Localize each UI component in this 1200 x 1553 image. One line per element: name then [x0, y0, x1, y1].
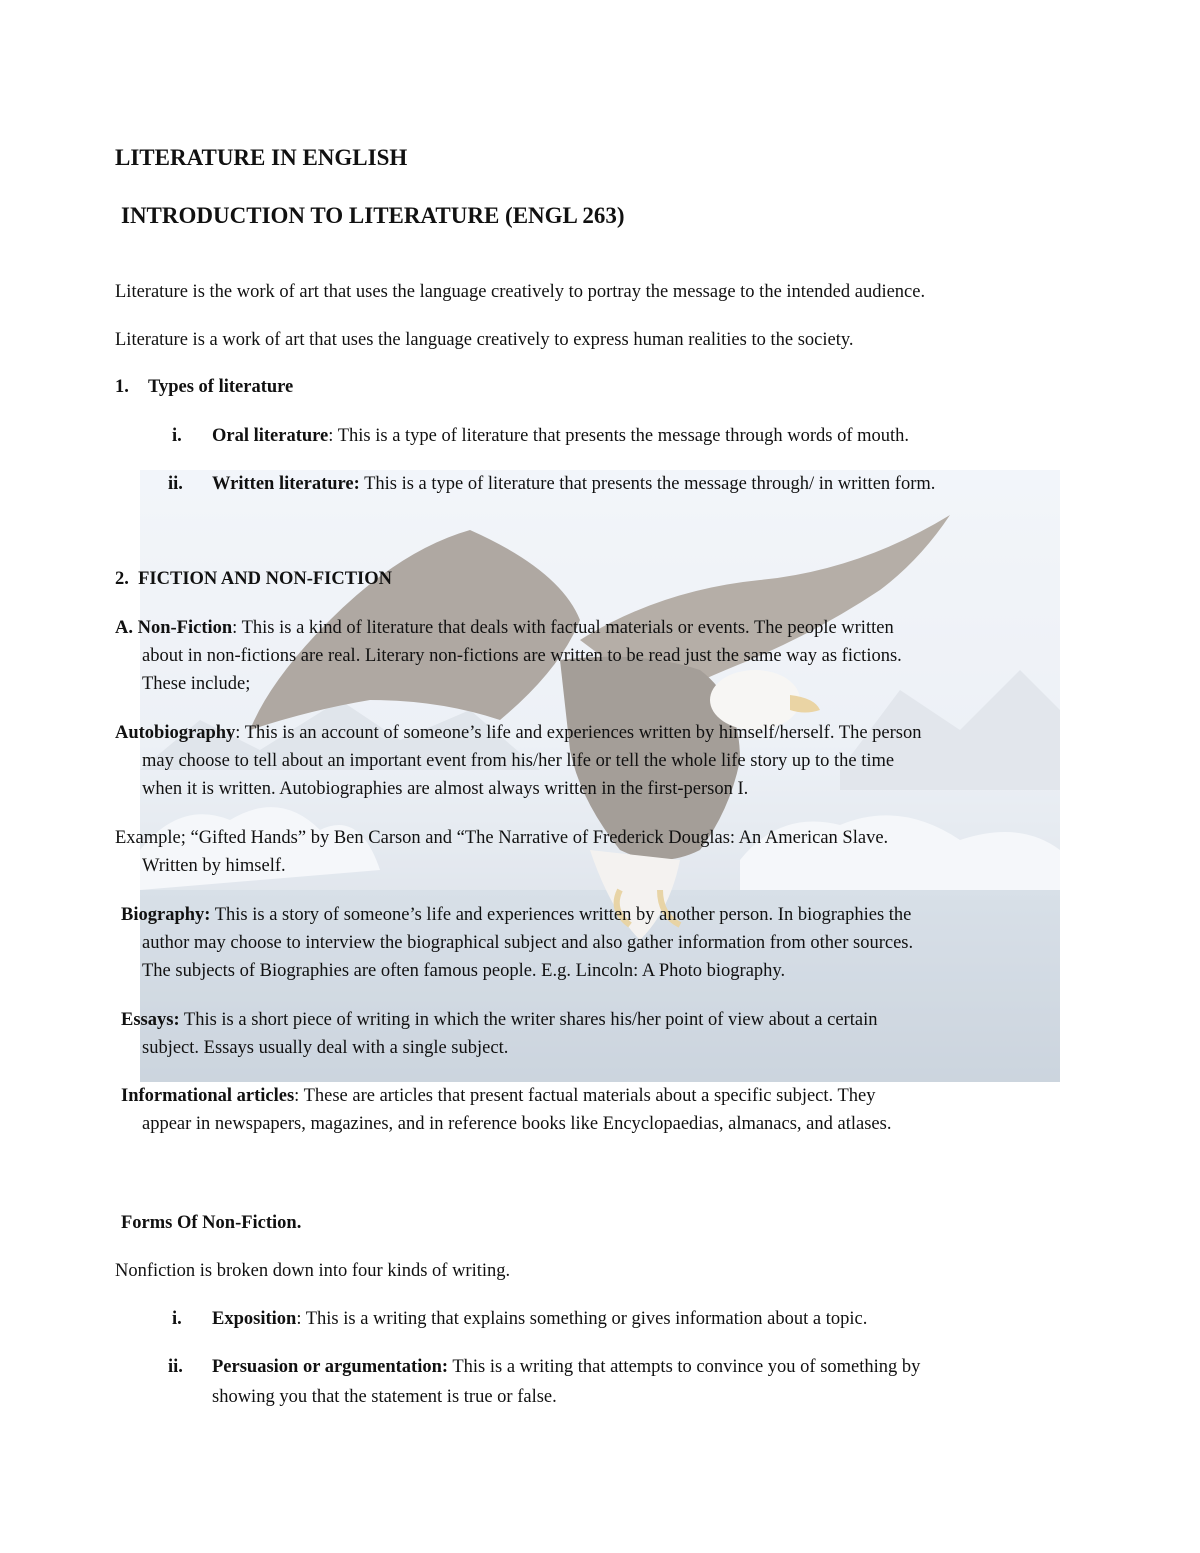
informational-articles-paragraph	[121, 1082, 1081, 1138]
term: Written literature:	[212, 474, 360, 494]
biography-paragraph	[121, 901, 1081, 985]
separator: :	[294, 1086, 300, 1106]
line: subject. Essays usually deal with a single subject.	[142, 1038, 509, 1058]
line: Written by himself.	[142, 856, 286, 876]
term: Oral literature	[212, 426, 329, 446]
line: author may choose to interview the biographical subject and also gather information from other sources.	[142, 933, 914, 953]
exposition-item	[212, 1305, 867, 1333]
term: Informational articles	[121, 1086, 295, 1106]
term: Persuasion or argumentation:	[212, 1357, 449, 1377]
document-title: LITERATURE IN ENGLISH	[115, 145, 408, 170]
term: Biography:	[121, 905, 211, 925]
list-marker: ii.	[168, 474, 183, 494]
oral-literature-item	[212, 422, 909, 450]
non-fiction-paragraph	[115, 614, 1075, 698]
item-text: This is a type of literature that presents the message through words of mouth.	[333, 426, 910, 446]
line: may choose to tell about an important event from his/her life or tell the whole life story up to the time	[142, 751, 895, 771]
persuasion-item-continued: showing you that the statement is true or false.	[212, 1387, 557, 1407]
separator: :	[232, 618, 238, 638]
item-text: This is a writing that attempts to convince you of something by	[448, 1357, 921, 1377]
course-subtitle: INTRODUCTION TO LITERATURE (ENGL 263)	[121, 203, 625, 228]
term: Exposition	[212, 1309, 297, 1329]
line: These include;	[142, 674, 251, 694]
line: Example; “Gifted Hands” by Ben Carson and “The Narrative of Frederick Douglas: An American Slave.	[115, 828, 889, 848]
section-1-number: 1.	[115, 377, 129, 397]
line: This is an account of someone’s life and experiences written by himself/herself. The person	[240, 723, 922, 743]
line: This is a kind of literature that deals with factual materials or events. The people written	[237, 618, 894, 638]
separator: :	[296, 1309, 302, 1329]
line: The subjects of Biographies are often famous people. E.g. Lincoln: A Photo biography.	[142, 961, 786, 981]
list-marker: i.	[172, 1309, 182, 1329]
list-marker: ii.	[168, 1357, 183, 1377]
essays-paragraph	[121, 1006, 1081, 1062]
definition-1: Literature is the work of art that uses the language creatively to portray the message to the intended audience.	[115, 282, 926, 302]
line: about in non-fictions are real. Literary non-fictions are written to be read just the same way as fictions.	[142, 646, 902, 666]
written-literature-item	[212, 470, 935, 498]
item-text: This is a writing that explains something or gives information about a topic.	[301, 1309, 868, 1329]
autobiography-paragraph	[115, 719, 1075, 803]
line: This is a short piece of writing in which the writer shares his/her point of view about a certain	[179, 1010, 878, 1030]
term: Essays:	[121, 1010, 180, 1030]
item-text: This is a type of literature that presents the message through/ in written form.	[359, 474, 936, 494]
line: This is a story of someone’s life and experiences written by another person. In biographies the	[210, 905, 912, 925]
term: Autobiography	[115, 723, 236, 743]
section-2-heading: 2. FICTION AND NON-FICTION	[115, 569, 393, 589]
example-paragraph	[115, 824, 1075, 880]
line: appear in newspapers, magazines, and in reference books like Encyclopaedias, almanacs, and atlases.	[142, 1114, 892, 1134]
persuasion-item	[212, 1353, 920, 1381]
definition-2: Literature is a work of art that uses the language creatively to express human realities to the society.	[115, 330, 854, 350]
term: A. Non-Fiction	[115, 618, 233, 638]
separator: :	[235, 723, 241, 743]
forms-heading: Forms Of Non-Fiction.	[121, 1213, 302, 1233]
line: when it is written. Autobiographies are almost always written in the first-person I.	[142, 779, 749, 799]
separator: :	[328, 426, 334, 446]
forms-intro: Nonfiction is broken down into four kinds of writing.	[115, 1261, 511, 1281]
section-1-heading: Types of literature	[148, 377, 294, 397]
line: These are articles that present factual materials about a specific subject. They	[299, 1086, 876, 1106]
list-marker: i.	[172, 426, 182, 446]
